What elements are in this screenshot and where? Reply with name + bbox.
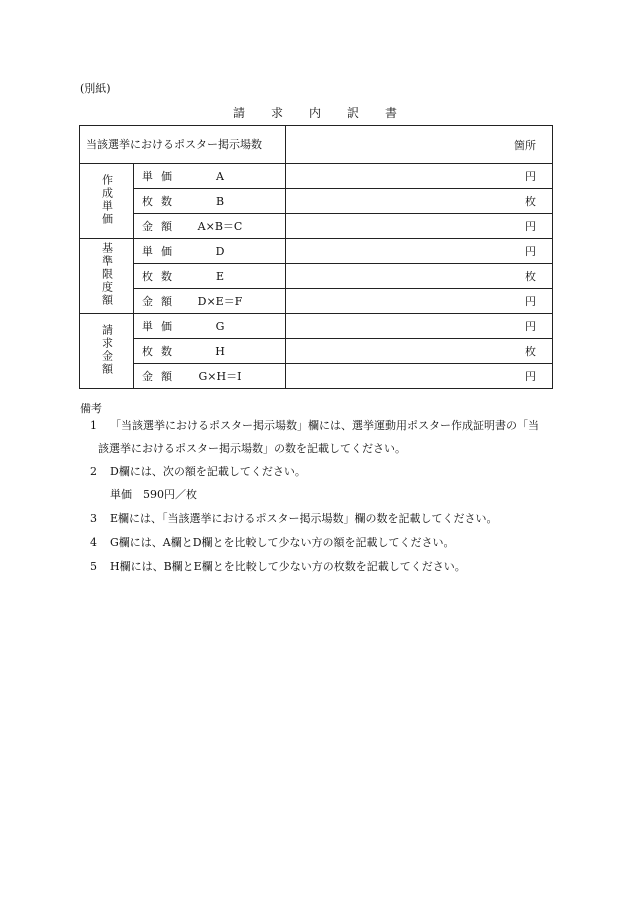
row-label: 金額 A×B＝C [134,214,286,239]
remarks-heading: 備考 [80,402,102,415]
row-label: 単価 D [134,239,286,264]
document-title: 請求内訳書 [232,106,423,120]
row-unit: 枚 [286,339,553,364]
row-unit: 円 [286,239,553,264]
row-label: 枚数 B [134,189,286,214]
row-unit: 円 [286,164,553,189]
group-label-claim-amount: 請求金額 [80,314,134,389]
annex-label: (別紙) [80,82,111,95]
table-row [80,314,553,339]
table-row [80,164,553,189]
row-unit: 円 [286,364,553,389]
table-row [80,339,553,364]
remark-item-5: 5 H欄には、B欄とE欄とを比較して少ない方の枚数を記載してください。 [90,560,466,573]
row-label: 単価 A [134,164,286,189]
table-row [80,264,553,289]
table-row [80,189,553,214]
row-unit: 円 [286,289,553,314]
table-row [80,364,553,389]
table-row [80,289,553,314]
row-label: 枚数 E [134,264,286,289]
row-unit: 枚 [286,264,553,289]
row-label: 単価 G [134,314,286,339]
table-row [80,239,553,264]
remark-item-4: 4 G欄には、A欄とD欄とを比較して少ない方の額を記載してください。 [90,536,455,549]
row-unit: 円 [286,314,553,339]
row-unit: 円 [286,214,553,239]
table-row [80,214,553,239]
row-label: 枚数 H [134,339,286,364]
remark-item-1: 1 「当該選挙におけるポスター掲示場数」欄には、選挙運動用ポスター作成証明書の「当 該選挙におけるポスター掲示場数」の数を記載してください。 [90,419,539,455]
group-label-production-price: 作成単価 [80,164,134,239]
row-label: 金額 D×E＝F [134,289,286,314]
row-label: 金額 G×H＝I [134,364,286,389]
remark-item-3: 3 E欄には、「当該選挙におけるポスター掲示場数」欄の数を記載してください。 [90,512,498,525]
breakdown-table [79,125,553,389]
row-unit: 枚 [286,189,553,214]
remark-item-2: 2 D欄には、次の額を記載してください。 単価 590円／枚 [90,465,306,501]
group-label-standard-limit: 基準限度額 [80,239,134,314]
header-poster-sites-label: 当該選挙におけるポスター掲示場数 [80,126,286,164]
header-poster-sites-unit: 箇所 [286,126,553,164]
